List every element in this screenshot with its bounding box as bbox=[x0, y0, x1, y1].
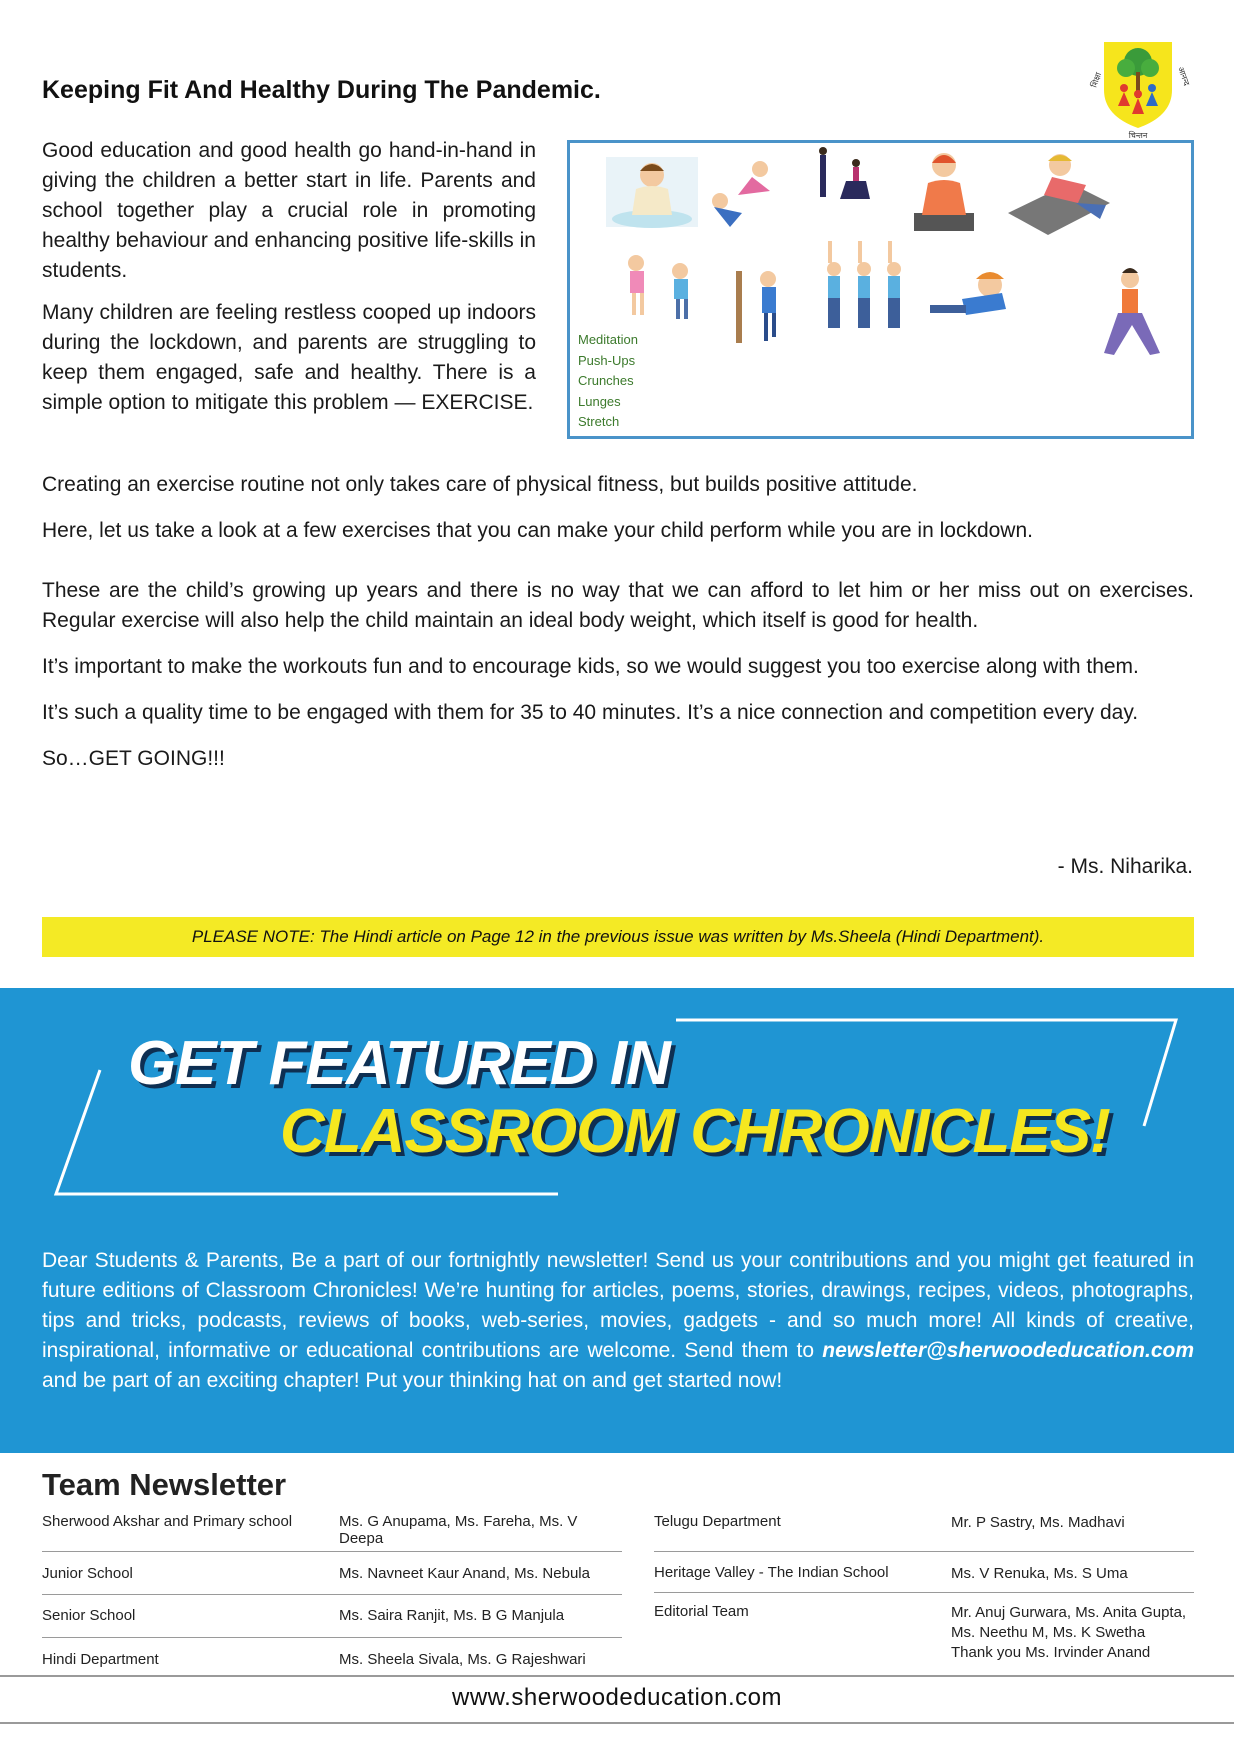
team-row bbox=[42, 1595, 622, 1638]
note-text: PLEASE NOTE: The Hindi article on Page 12 in the previous issue was written by Ms.Sheela (Hindi Department). bbox=[191, 927, 1045, 946]
body-paragraph: It’s such a quality time to be engaged with them for 35 to 40 minutes. It’s a nice connection and competition every day. bbox=[42, 701, 1139, 724]
exercise-label: Meditation bbox=[578, 332, 638, 347]
body-paragraph: So…GET GOING!!! bbox=[42, 747, 225, 770]
get-featured-section bbox=[0, 988, 1234, 1453]
team-table-left bbox=[42, 1510, 622, 1680]
side-stretch-kids bbox=[628, 255, 688, 319]
school-logo bbox=[1089, 38, 1192, 142]
team-row bbox=[654, 1510, 1194, 1552]
article-title: Keeping Fit And Healthy During The Pandemic. bbox=[42, 76, 601, 104]
headline-line-1: GET FEATURED IN bbox=[128, 1029, 670, 1098]
exercise-label: Stretch bbox=[578, 414, 620, 429]
team-members: Ms. G Anupama, Ms. Fareha, Ms. V Deepa bbox=[339, 1513, 578, 1547]
lunge-adults bbox=[819, 147, 870, 199]
body-paragraph: Here, let us take a look at a few exercises that you can make your child perform while you are in lockdown. bbox=[42, 519, 1033, 542]
intro-paragraph: Good education and good health go hand-in-hand in giving the children a better start in life. Parents and school together play a crucial role in promoting healthy behaviour and enhancing positive life-skills in students. bbox=[42, 139, 536, 282]
team-members: Mr. Anuj Gurwara, Ms. Anita Gupta, Ms. Neethu M, Ms. K Swetha Thank you Ms. Irvinder Anand bbox=[951, 1604, 1187, 1661]
website-url[interactable]: www.sherwoodeducation.com bbox=[452, 1684, 782, 1711]
newsletter-email-link[interactable]: newsletter@sherwoodeducation.com bbox=[822, 1339, 1194, 1362]
author-signature: - Ms. Niharika. bbox=[1057, 855, 1193, 878]
team-department: Telugu Department bbox=[654, 1513, 781, 1530]
exercise-label: Lunges bbox=[578, 393, 621, 409]
team-members: Ms. Navneet Kaur Anand, Ms. Nebula bbox=[339, 1565, 590, 1582]
team-row bbox=[42, 1510, 622, 1552]
footer-divider-bottom bbox=[0, 1722, 1234, 1724]
team-members: Mr. P Sastry, Ms. Madhavi bbox=[951, 1514, 1125, 1531]
note-banner bbox=[42, 917, 1194, 957]
exercise-label-list bbox=[578, 330, 638, 433]
footer-divider-top bbox=[0, 1675, 1234, 1677]
body-paragraph: Creating an exercise routine not only takes care of physical fitness, but builds positive attitude. bbox=[42, 473, 918, 496]
article-intro bbox=[42, 136, 536, 430]
team-members: Ms. Sheela Sivala, Ms. G Rajeshwari bbox=[339, 1651, 586, 1668]
team-row bbox=[42, 1552, 622, 1595]
team-newsletter-title: Team Newsletter bbox=[42, 1467, 287, 1502]
stretch-figures bbox=[712, 161, 770, 227]
arms-up-kids bbox=[827, 241, 901, 328]
team-members: Ms. Saira Ranjit, Ms. B G Manjula bbox=[339, 1607, 565, 1624]
lunge-figure bbox=[1104, 268, 1160, 355]
team-row bbox=[654, 1552, 1194, 1593]
team-department: Heritage Valley - The Indian School bbox=[654, 1564, 889, 1581]
exercise-illustrations bbox=[567, 140, 1194, 439]
pushup-figure bbox=[930, 272, 1006, 315]
crunches-figure bbox=[1008, 154, 1110, 235]
exercise-label: Crunches bbox=[578, 373, 634, 388]
team-members: Ms. V Renuka, Ms. S Uma bbox=[951, 1565, 1128, 1582]
svg-text:चिन्तन: चिन्तन bbox=[1128, 131, 1148, 140]
girl-meditation bbox=[914, 153, 974, 231]
exercise-figures-illustration bbox=[570, 143, 1191, 436]
team-department: Junior School bbox=[42, 1565, 133, 1582]
team-row bbox=[42, 1638, 622, 1680]
svg-text:आनन्द: आनन्द bbox=[1176, 65, 1192, 87]
feature-body-text: Dear Students & Parents, Be a part of our fortnightly newsletter! Send us your contributions and you might get featured in future editions of Classroom Chronicles! We’re hunting for articles, poems, stories, drawings, recipes, videos, photographs, tips and tricks, podcasts, reviews of books, web-series, movies, gadgets - and so much more! All kinds of creative, inspirational, informative or educational contributions are welcome. Send them to bbox=[42, 1249, 1194, 1362]
meditation-figure bbox=[606, 157, 698, 228]
team-department: Hindi Department bbox=[42, 1651, 159, 1668]
team-department: Senior School bbox=[42, 1607, 136, 1624]
feature-body-text-end: and be part of an exciting chapter! Put your thinking hat on and get started now! bbox=[42, 1369, 783, 1392]
team-table-right bbox=[654, 1510, 1194, 1673]
article-body bbox=[42, 470, 1194, 790]
exercise-label: Push-Ups bbox=[578, 352, 636, 368]
team-row bbox=[654, 1593, 1194, 1673]
svg-text:शिक्षा: शिक्षा bbox=[1089, 71, 1104, 89]
feature-body bbox=[42, 1246, 1194, 1396]
wall-stretch bbox=[736, 271, 776, 343]
body-paragraph: It’s important to make the workouts fun and to encourage kids, so we would suggest you too exercise along with them. bbox=[42, 655, 1139, 678]
headline-line-2: CLASSROOM CHRONICLES! bbox=[280, 1097, 1110, 1166]
body-paragraph: These are the child’s growing up years and there is no way that we can afford to let him or her miss out on exercises. Regular exercise will also help the child maintain an ideal body weight, which itself is good for health. bbox=[42, 579, 1194, 632]
team-department: Sherwood Akshar and Primary school bbox=[42, 1513, 293, 1530]
intro-paragraph: Many children are feeling restless cooped up indoors during the lockdown, and parents are struggling to keep them engaged, safe and healthy. There is a simple option to mitigate this problem — EXERCISE. bbox=[42, 301, 536, 414]
team-department: Editorial Team bbox=[654, 1603, 749, 1620]
